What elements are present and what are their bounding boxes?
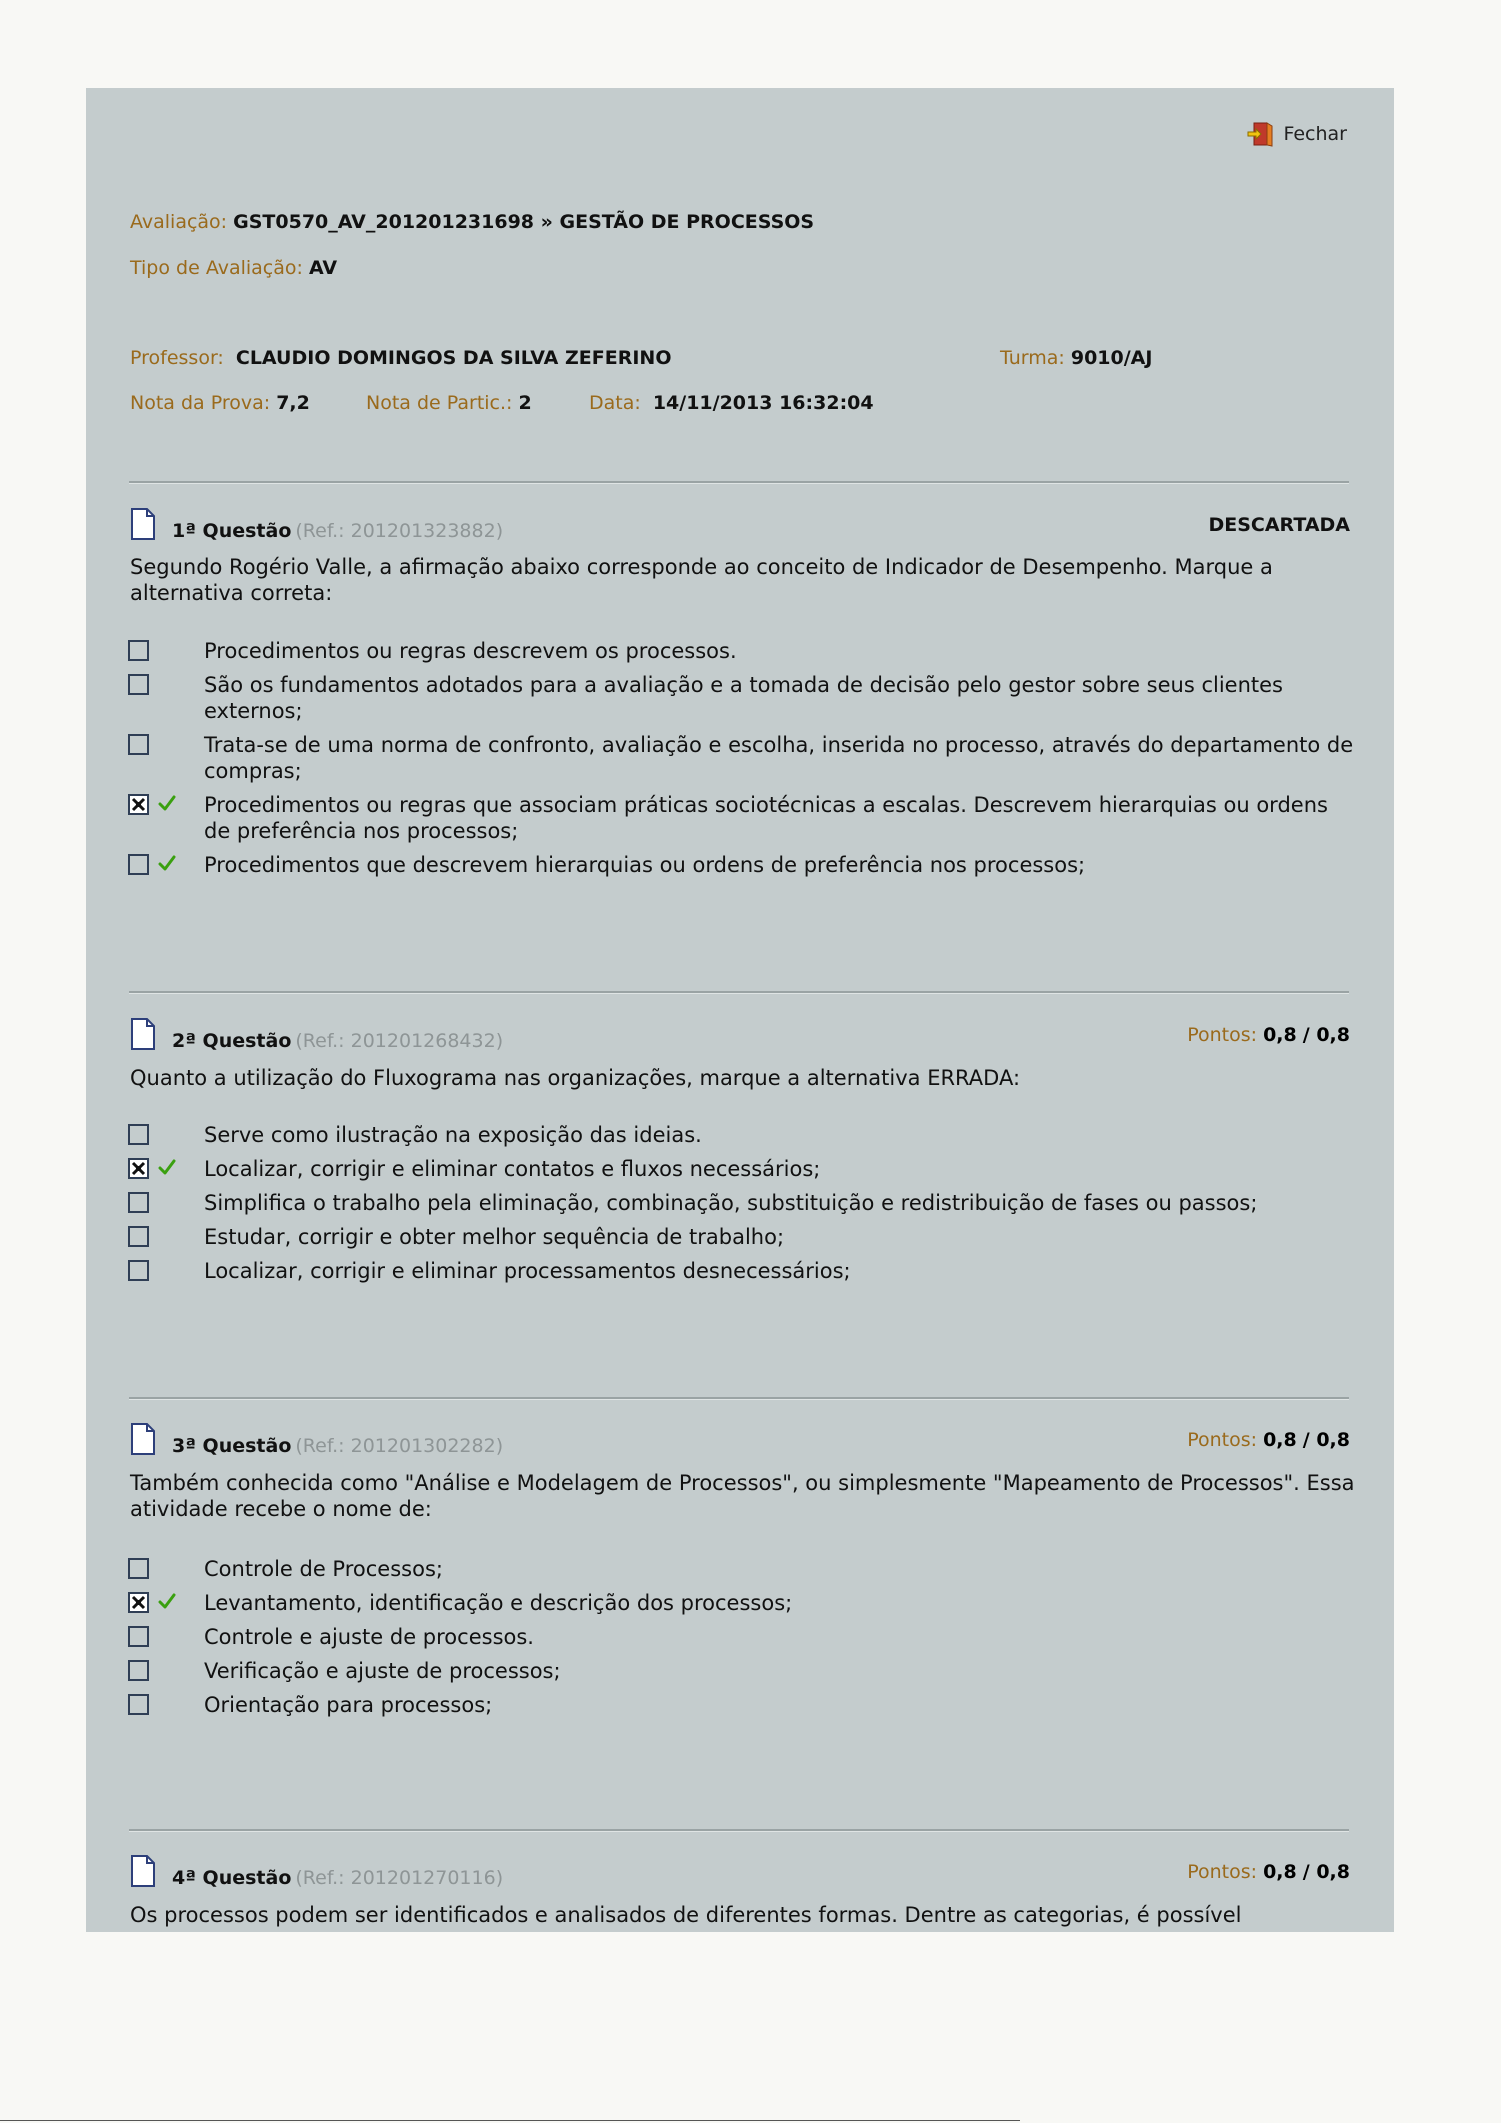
avaliacao-row [130,211,814,233]
option-text: Levantamento, identificação e descrição dos processos; [204,1591,793,1615]
option-item[interactable] [128,1258,1358,1284]
nota-partic-label: Nota de Partic.: [366,392,513,414]
tipo-label: Tipo de Avaliação: [130,257,303,279]
page-bottom-rule [0,2120,1020,2121]
question-text: Os processos podem ser identificados e analisados de diferentes formas. Dentre as categorias, é possível [130,1903,1242,1927]
checkbox-icon[interactable] [128,1558,149,1579]
data-row [589,392,874,414]
option-text: Procedimentos ou regras que associam práticas sociotécnicas a escalas. Descrevem hierarquias ou ordens de preferência nos processos; [204,793,1328,843]
option-item[interactable] [128,1156,1358,1182]
document-icon [130,1423,156,1455]
professor-row [130,347,671,369]
option-text: Verificação e ajuste de processos; [204,1659,561,1683]
close-button[interactable] [1245,119,1347,149]
question-ref: (Ref.: 201201268432) [295,1030,504,1052]
data-label: Data: [589,392,641,414]
nota-prova-row [130,392,310,414]
checkbox-checked-icon[interactable] [128,1592,149,1613]
checkbox-icon[interactable] [128,1192,149,1213]
professor-label: Professor: [130,347,224,369]
option-text: Procedimentos ou regras descrevem os processos. [204,639,737,663]
option-item[interactable] [128,732,1358,784]
options-list [128,1556,1358,1726]
option-text: Procedimentos que descrevem hierarquias ou ordens de preferência nos processos; [204,853,1086,877]
question-number: 3ª Questão (Ref.: 201201302282) [172,1435,504,1457]
divider [129,481,1349,484]
document-icon [130,1855,156,1887]
divider [129,1397,1349,1400]
option-item[interactable] [128,1556,1358,1582]
option-text: Localizar, corrigir e eliminar contatos e fluxos necessários; [204,1157,821,1181]
checkbox-icon[interactable] [128,1694,149,1715]
question-points: Pontos: 0,8 / 0,8 [1187,1861,1350,1883]
question-header [130,508,1350,542]
checkbox-icon[interactable] [128,640,149,661]
question-ref: (Ref.: 201201323882) [295,520,504,542]
option-item[interactable] [128,1190,1358,1216]
option-item[interactable] [128,1122,1358,1148]
question-text: Quanto a utilização do Fluxograma nas organizações, marque a alternativa ERRADA: [130,1066,1021,1090]
question-header [130,1423,1350,1457]
checkbox-checked-icon[interactable] [128,794,149,815]
checkbox-icon[interactable] [128,1260,149,1281]
option-text: Estudar, corrigir e obter melhor sequência de trabalho; [204,1225,785,1249]
checkbox-icon[interactable] [128,1660,149,1681]
data-value: 14/11/2013 16:32:04 [652,392,874,414]
question-text: Também conhecida como "Análise e Modelagem de Processos", ou simplesmente "Mapeamento de Processos". Essa atividade recebe o nome de: [130,1471,1355,1521]
turma-label: Turma: [1000,347,1065,369]
option-item[interactable] [128,1590,1358,1616]
turma-value: 9010/AJ [1070,347,1153,369]
option-text: Localizar, corrigir e eliminar processamentos desnecessários; [204,1259,851,1283]
avaliacao-label: Avaliação: [130,211,228,233]
option-item[interactable] [128,638,1358,664]
option-text: Trata-se de uma norma de confronto, avaliação e escolha, inserida no processo, através do departamento de compras; [204,733,1354,783]
option-item[interactable] [128,852,1358,878]
checkmark-icon [158,1158,176,1176]
option-item[interactable] [128,1624,1358,1650]
option-text: Controle de Processos; [204,1557,443,1581]
checkbox-icon[interactable] [128,854,149,875]
option-item[interactable] [128,1658,1358,1684]
option-item[interactable] [128,792,1358,844]
option-text: Simplifica o trabalho pela eliminação, combinação, substituição e redistribuição de fases ou passos; [204,1191,1258,1215]
turma-row [1000,347,1152,369]
nota-partic-row [366,392,532,414]
question-ref: (Ref.: 201201270116) [295,1867,504,1889]
nota-prova-label: Nota da Prova: [130,392,271,414]
exam-panel [86,88,1394,1932]
nota-prova-value: 7,2 [276,392,310,414]
question-number: 4ª Questão (Ref.: 201201270116) [172,1867,504,1889]
checkbox-icon[interactable] [128,674,149,695]
checkmark-icon [158,854,176,872]
avaliacao-value: GST0570_AV_201201231698 » GESTÃO DE PROCESSOS [233,211,815,233]
question-number: 1ª Questão (Ref.: 201201323882) [172,520,504,542]
option-item[interactable] [128,672,1358,724]
option-text: Orientação para processos; [204,1693,493,1717]
checkbox-checked-icon[interactable] [128,1158,149,1179]
professor-value: CLAUDIO DOMINGOS DA SILVA ZEFERINO [235,347,672,369]
tipo-value: AV [308,257,338,279]
question-text: Segundo Rogério Valle, a afirmação abaixo corresponde ao conceito de Indicador de Desempenho. Marque a alternativa correta: [130,555,1273,605]
question-status: DESCARTADA [1208,514,1350,536]
option-text: Controle e ajuste de processos. [204,1625,534,1649]
close-label: Fechar [1283,123,1347,145]
checkbox-icon[interactable] [128,734,149,755]
tipo-row [130,257,337,279]
document-icon [130,1018,156,1050]
question-points: Pontos: 0,8 / 0,8 [1187,1429,1350,1451]
checkbox-icon[interactable] [128,1226,149,1247]
option-item[interactable] [128,1224,1358,1250]
checkmark-icon [158,1592,176,1610]
close-door-icon [1245,119,1275,149]
options-list [128,638,1358,886]
options-list [128,1122,1358,1292]
divider [129,1829,1349,1832]
question-header [130,1018,1350,1052]
divider [129,991,1349,994]
nota-partic-value: 2 [518,392,532,414]
checkmark-icon [158,794,176,812]
checkbox-icon[interactable] [128,1626,149,1647]
question-header [130,1855,1350,1889]
checkbox-icon[interactable] [128,1124,149,1145]
question-points: Pontos: 0,8 / 0,8 [1187,1024,1350,1046]
question-number: 2ª Questão (Ref.: 201201268432) [172,1030,504,1052]
option-text: São os fundamentos adotados para a avaliação e a tomada de decisão pelo gestor sobre seus clientes externos; [204,673,1283,723]
document-icon [130,508,156,540]
question-ref: (Ref.: 201201302282) [295,1435,504,1457]
option-item[interactable] [128,1692,1358,1718]
option-text: Serve como ilustração na exposição das ideias. [204,1123,702,1147]
